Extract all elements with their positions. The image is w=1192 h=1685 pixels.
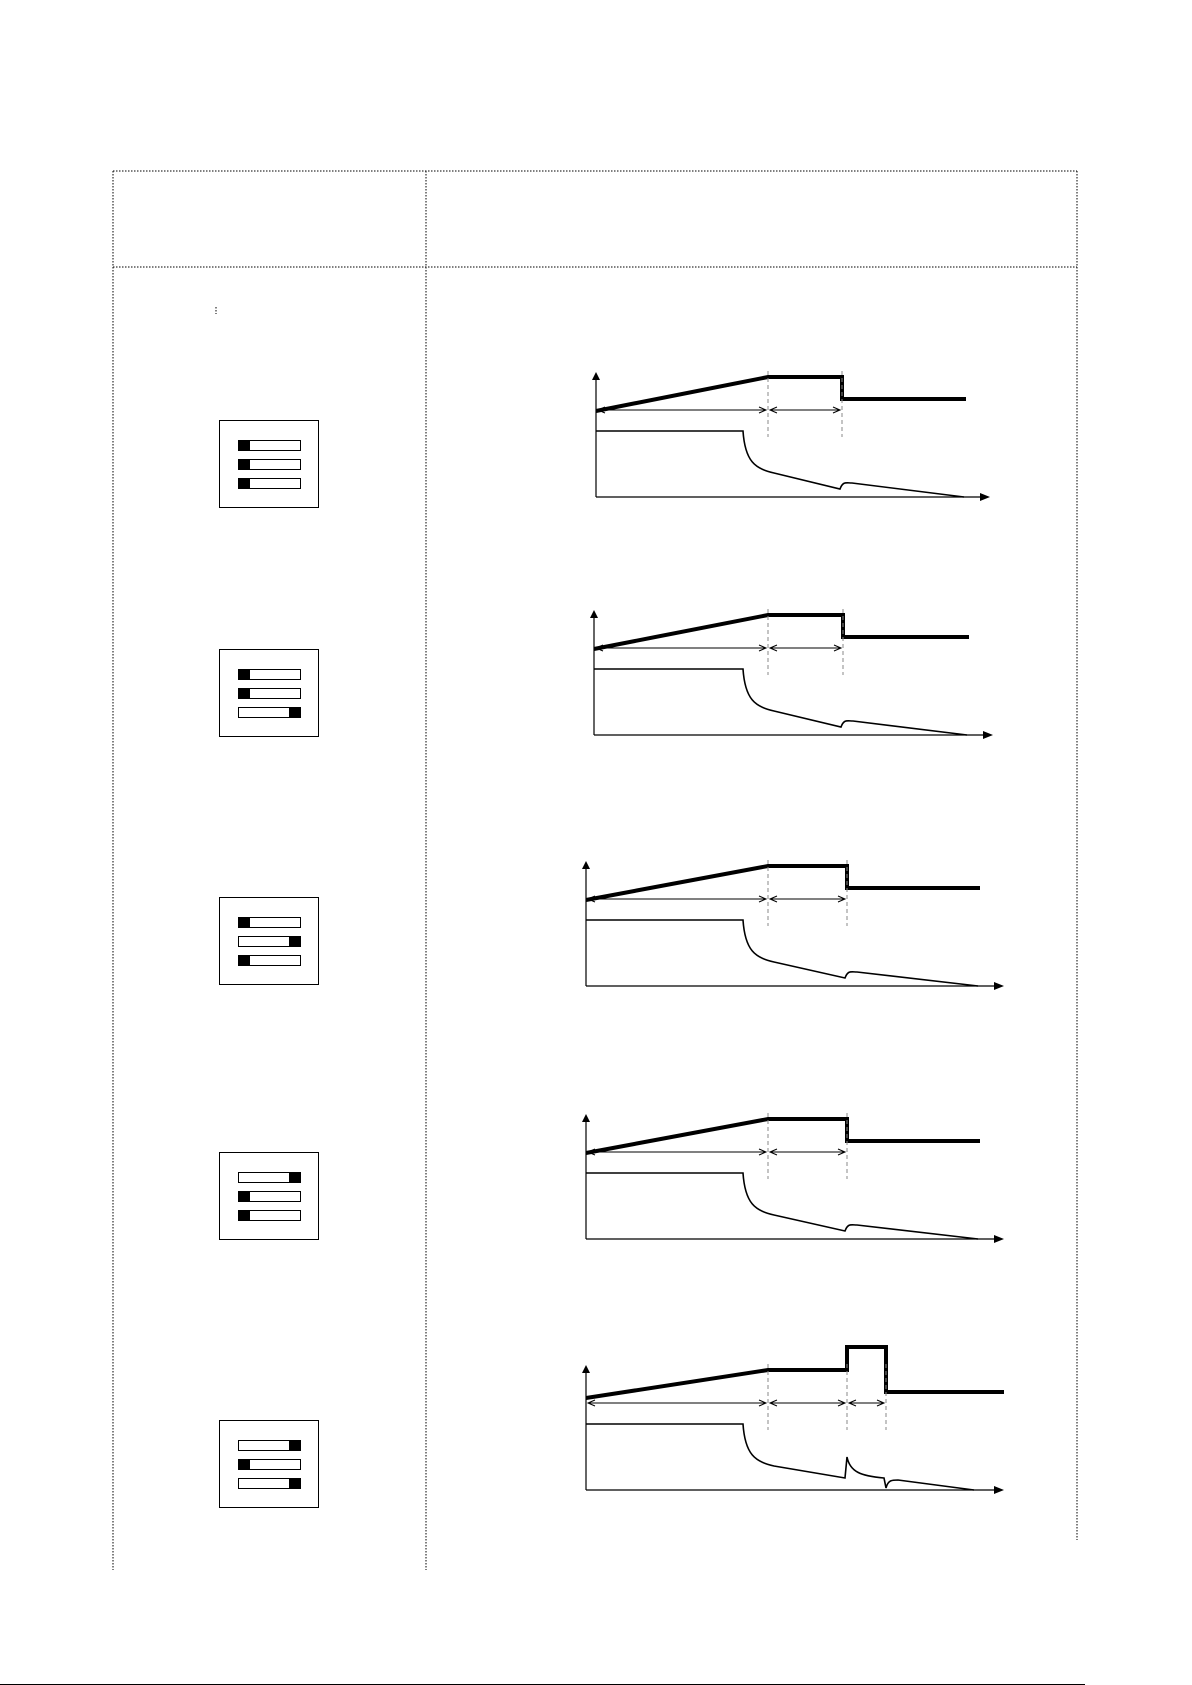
dip-lever-knob [289, 1173, 300, 1182]
x-axis-arrowhead [994, 982, 1004, 990]
lower-waveform [586, 920, 978, 986]
dip-lever-knob [289, 708, 300, 717]
dip-lever-1 [238, 669, 301, 680]
dip-lever-3 [238, 707, 301, 718]
dip-lever-knob [239, 670, 250, 679]
dip-lever-knob [239, 479, 250, 488]
timing-diagram-4 [582, 1113, 1004, 1243]
dip-lever-knob [239, 1211, 250, 1220]
dip-lever-knob [239, 441, 250, 450]
y-axis-arrowhead [582, 861, 590, 869]
timing-diagram-5 [582, 1347, 1004, 1494]
y-axis-arrowhead [592, 372, 600, 380]
upper-waveform [586, 1347, 1004, 1398]
dip-lever-knob [239, 956, 250, 965]
dip-lever-1 [238, 917, 301, 928]
dip-switch-3 [219, 897, 319, 985]
dip-lever-1 [238, 440, 301, 451]
dip-lever-knob [239, 918, 250, 927]
x-axis-arrowhead [994, 1235, 1004, 1243]
dip-switch-1 [219, 420, 319, 508]
dip-lever-2 [238, 688, 301, 699]
y-axis-arrowhead [582, 1365, 590, 1373]
y-axis-arrowhead [582, 1114, 590, 1122]
dip-lever-knob [289, 937, 300, 946]
lower-waveform [586, 1424, 974, 1490]
dip-lever-knob [239, 1460, 250, 1469]
x-axis-arrowhead [983, 731, 993, 739]
upper-waveform [586, 1119, 980, 1153]
dip-switch-4 [219, 1152, 319, 1240]
dip-lever-knob [239, 460, 250, 469]
dip-lever-knob [239, 689, 250, 698]
lower-waveform [594, 669, 967, 735]
x-axis-arrowhead [994, 1486, 1004, 1494]
dip-lever-knob [239, 1192, 250, 1201]
upper-waveform [586, 866, 980, 900]
dip-lever-3 [238, 1478, 301, 1489]
dip-lever-3 [238, 478, 301, 489]
dip-lever-1 [238, 1440, 301, 1451]
dip-lever-3 [238, 1210, 301, 1221]
upper-waveform [596, 377, 966, 411]
timing-diagram-3 [582, 860, 1004, 990]
dip-lever-2 [238, 1191, 301, 1202]
lower-waveform [596, 431, 964, 497]
upper-waveform [594, 615, 969, 649]
x-axis-arrowhead [980, 493, 990, 501]
timing-diagram-1 [592, 371, 990, 501]
dip-lever-2 [238, 936, 301, 947]
dip-lever-2 [238, 1459, 301, 1470]
y-axis-arrowhead [590, 610, 598, 618]
dip-lever-3 [238, 955, 301, 966]
timing-diagram-2 [590, 609, 993, 739]
lower-waveform [586, 1173, 978, 1239]
dip-lever-1 [238, 1172, 301, 1183]
dip-lever-2 [238, 459, 301, 470]
dip-lever-knob [289, 1479, 300, 1488]
dip-switch-5 [219, 1420, 319, 1508]
dip-switch-2 [219, 649, 319, 737]
dip-lever-knob [289, 1441, 300, 1450]
